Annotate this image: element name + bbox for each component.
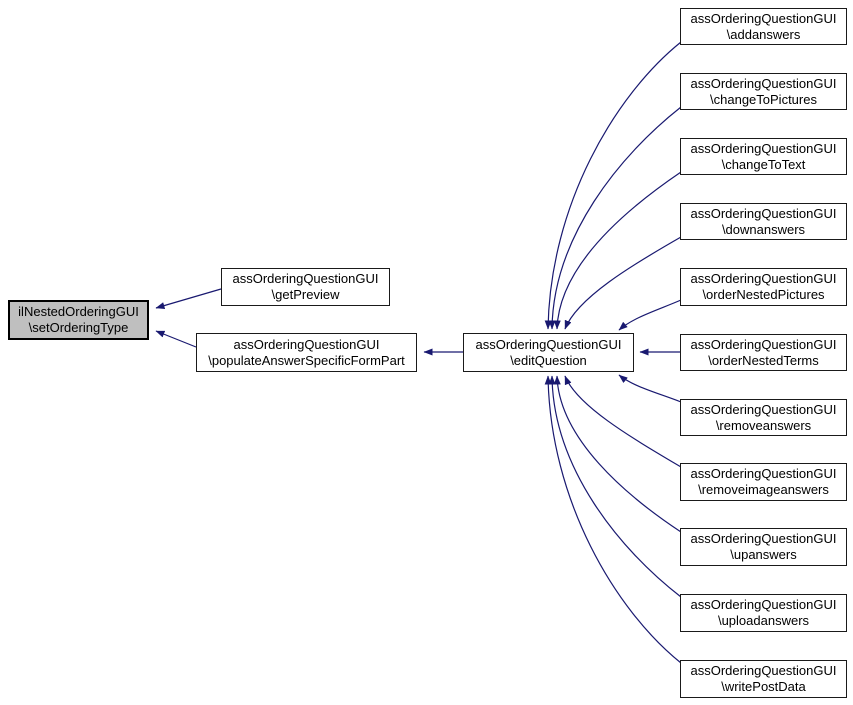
node-getPreview[interactable] (221, 268, 390, 306)
node-orderNestedPictures[interactable] (680, 268, 847, 306)
node-method-name: \addanswers (726, 26, 801, 42)
node-method-name: \orderNestedTerms (708, 352, 819, 368)
node-downanswers[interactable] (680, 203, 847, 240)
node-class-name: assOrderingQuestionGUI (690, 205, 837, 221)
node-method-name: \removeanswers (715, 417, 812, 433)
node-class-name: assOrderingQuestionGUI (233, 336, 380, 352)
node-changeToPictures[interactable] (680, 73, 847, 110)
node-changeToText[interactable] (680, 138, 847, 175)
node-method-name: \orderNestedPictures (702, 287, 825, 302)
node-removeanswers[interactable] (680, 399, 847, 436)
edge-uploadanswers-editQuestion (552, 376, 681, 597)
node-method-name: \removeimageanswers (698, 482, 829, 497)
node-class-name: assOrderingQuestionGUI (690, 10, 837, 26)
edge-changeToPictures-editQuestion (552, 107, 681, 329)
node-method-name: \changeToText (721, 156, 806, 172)
node-class-name: assOrderingQuestionGUI (690, 531, 837, 546)
node-method-name: \downanswers (721, 221, 806, 237)
node-setOrderingType (8, 300, 149, 340)
edge-upanswers-editQuestion (557, 376, 681, 532)
node-class-name: assOrderingQuestionGUI (690, 466, 837, 481)
node-method-name: \editQuestion (510, 352, 587, 368)
node-class-name: assOrderingQuestionGUI (690, 663, 837, 678)
node-class-name: ilNestedOrderingGUI (18, 304, 139, 319)
node-writePostData[interactable] (680, 660, 847, 698)
node-editQuestion[interactable] (463, 333, 634, 372)
node-method-name: \uploadanswers (717, 613, 810, 628)
edge-changeToText-editQuestion (557, 172, 681, 329)
node-uploadanswers[interactable] (680, 594, 847, 632)
node-method-name: \changeToPictures (710, 91, 817, 107)
edge-removeanswers-editQuestion (619, 375, 681, 402)
node-method-name: \setOrderingType (28, 320, 129, 335)
node-class-name: assOrderingQuestionGUI (690, 75, 837, 91)
node-method-name: \writePostData (721, 679, 806, 694)
node-removeimageanswers[interactable] (680, 463, 847, 501)
edge-orderNestedPictures-editQuestion (619, 300, 681, 330)
node-upanswers[interactable] (680, 528, 847, 566)
node-class-name: assOrderingQuestionGUI (690, 140, 837, 156)
node-class-name: assOrderingQuestionGUI (690, 597, 837, 612)
node-method-name: \upanswers (730, 547, 797, 562)
edge-removeimageanswers-editQuestion (565, 376, 681, 467)
edge-getPreview-setOrderingType (156, 289, 221, 308)
node-addanswers[interactable] (680, 8, 847, 45)
node-class-name: assOrderingQuestionGUI (475, 336, 622, 352)
edge-populateAnswerSpecificFormPart-setOrderingType (156, 331, 196, 347)
edge-downanswers-editQuestion (565, 237, 681, 329)
node-orderNestedTerms[interactable] (680, 334, 847, 371)
node-class-name: assOrderingQuestionGUI (690, 401, 837, 417)
node-class-name: assOrderingQuestionGUI (690, 271, 837, 286)
node-class-name: assOrderingQuestionGUI (232, 271, 379, 286)
node-method-name: \getPreview (271, 287, 340, 302)
node-method-name: \populateAnswerSpecificFormPart (208, 352, 405, 368)
node-populateAnswerSpecificFormPart[interactable] (196, 333, 417, 372)
node-class-name: assOrderingQuestionGUI (690, 336, 837, 352)
